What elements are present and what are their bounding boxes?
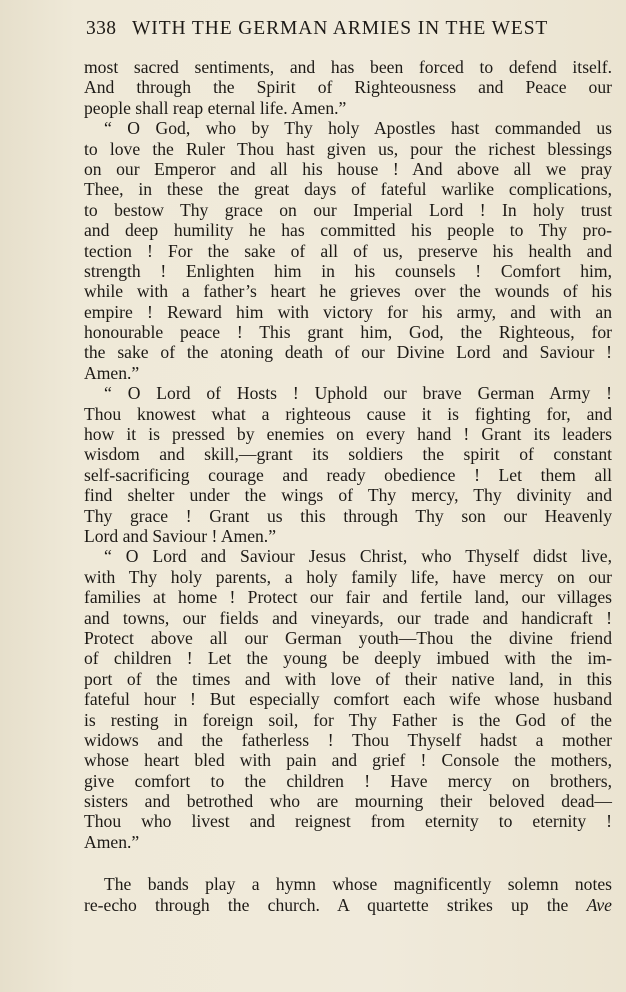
text-line: whose heart bled with pain and grief ! Console the mothers, [84, 750, 612, 771]
page-number: 338 [86, 18, 117, 39]
text-line: is resting in foreign soil, for Thy Father is the God of the [84, 709, 612, 730]
text-line: while with a father’s heart he grieves over the wounds of his [84, 281, 612, 302]
text-line: Amen.” [84, 362, 140, 383]
final-paragraph-italic-word: Ave [586, 894, 612, 915]
text-line: Thou who livest and reignest from eternity to eternity ! [84, 811, 612, 832]
text-line: honourable peace ! This grant him, God, the Righteous, for [84, 322, 612, 343]
text-line: Lord and Saviour ! Amen.” [84, 525, 277, 546]
text-line: self-sacrificing courage and ready obedience ! Let them all [84, 464, 612, 485]
text-line: fateful hour ! But especially comfort each wife whose husband [84, 689, 612, 710]
text-line: most sacred sentiments, and has been forced to defend itself. [84, 57, 612, 77]
text-line: of children ! Let the young be deeply imbued with the im- [84, 648, 612, 669]
final-paragraph-line-2 [84, 895, 612, 915]
text-line: sisters and betrothed who are mourning their beloved dead— [84, 791, 612, 812]
text-line: port of the times and with love of their native land, in this [84, 668, 612, 689]
text-line: “ O Lord of Hosts ! Uphold our brave German Army ! [104, 383, 612, 404]
paragraph-gap [84, 852, 612, 874]
text-line: Thy grace ! Grant us this through Thy son our Heavenly [84, 505, 612, 526]
text-line: the sake of the atoning death of our Divine Lord and Saviour ! [84, 342, 612, 363]
body-text [84, 57, 612, 915]
text-line: And through the Spirit of Righteousness and Peace our [84, 77, 612, 98]
text-line: empire ! Reward him with victory for his army, and with an [84, 301, 612, 322]
final-paragraph-line-1: The bands play a hymn whose magnificently solemn notes [104, 874, 612, 895]
text-line: and deep humility he has committed his people to Thy pro- [84, 220, 612, 241]
text-line: find shelter under the wings of Thy mercy, Thy divinity and [84, 485, 612, 506]
text-line: “ O God, who by Thy holy Apostles hast commanded us [104, 118, 612, 139]
text-line: how it is pressed by enemies on every hand ! Grant its leaders [84, 424, 612, 445]
text-line: to bestow Thy grace on our Imperial Lord ! In holy trust [84, 199, 612, 220]
text-line: on our Emperor and all his house ! And above all we pray [84, 158, 612, 179]
text-line: Protect above all our German youth—Thou the divine friend [84, 627, 612, 648]
text-line: widows and the fatherless ! Thou Thyself hadst a mother [84, 729, 612, 750]
prayer-text [84, 57, 612, 852]
text-line: and towns, our fields and vineyards, our trade and handicraft ! [84, 607, 612, 628]
text-line: give comfort to the children ! Have mercy on brothers, [84, 770, 612, 791]
text-line: wisdom and skill,—grant its soldiers the spirit of constant [84, 444, 612, 465]
final-paragraph-line-2-text: re-echo through the church. A quartette strikes up the [84, 894, 569, 915]
running-head [86, 18, 616, 46]
text-line: Amen.” [84, 831, 140, 852]
text-line: families at home ! Protect our fair and fertile land, our villages [84, 587, 612, 608]
text-line: Thou knowest what a righteous cause it is fighting for, and [84, 403, 612, 424]
text-line: tection ! For the sake of all of us, preserve his health and [84, 240, 612, 261]
running-title: WITH THE GERMAN ARMIES IN THE WEST [132, 18, 549, 39]
text-line: Thee, in these the great days of fateful warlike complications, [84, 179, 612, 200]
text-line: “ O Lord and Saviour Jesus Christ, who Thyself didst live, [104, 546, 612, 567]
text-line: to love the Ruler Thou hast given us, pour the richest blessings [84, 138, 612, 159]
text-line: people shall reap eternal life. Amen.” [84, 97, 347, 118]
text-line: strength ! Enlighten him in his counsels ! Comfort him, [84, 260, 612, 281]
text-line: with Thy holy parents, a holy family life, have mercy on our [84, 566, 612, 587]
